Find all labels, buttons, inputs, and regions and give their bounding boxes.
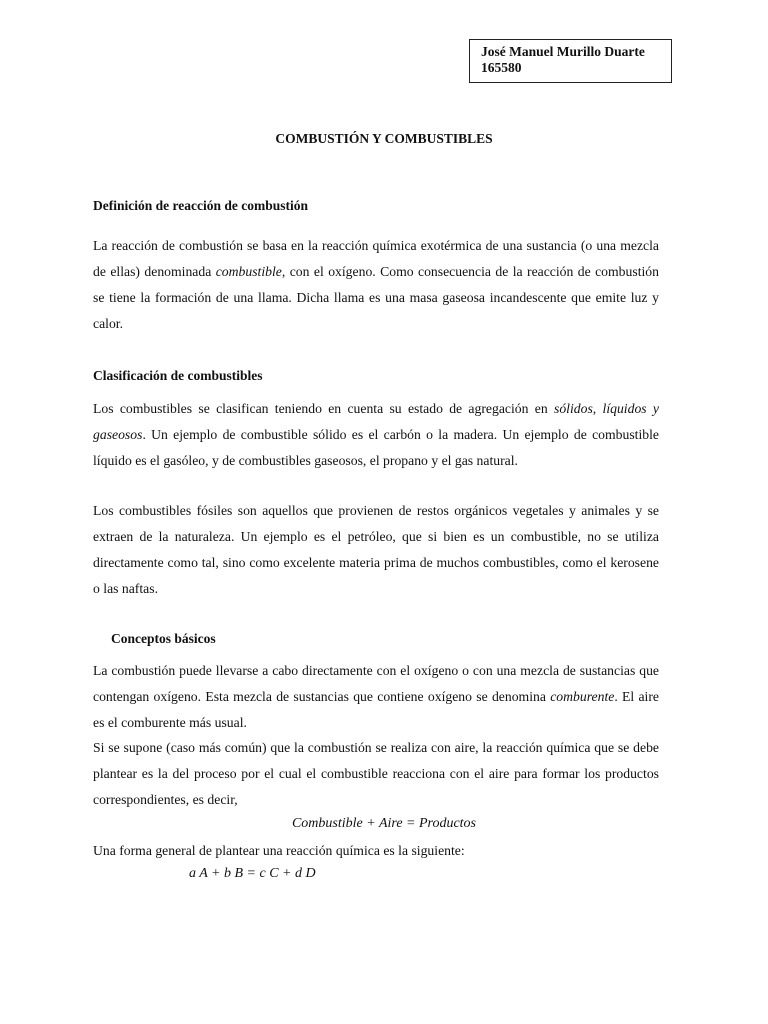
author-id: 165580 xyxy=(481,60,522,75)
paragraph-text: Los combustibles se clasifican teniendo en cuenta su estado de agregación en xyxy=(93,401,554,416)
formula-general: a A + b B = c C + d D xyxy=(189,866,316,881)
paragraph-clasificacion-1 xyxy=(93,396,659,474)
author-box xyxy=(469,39,672,83)
emphasis-text: comburente xyxy=(550,689,615,704)
paragraph-text: , con el oxígeno. Como consecuencia de la reacción de combustión se tiene la formación de una llama. Dicha llama es una masa gaseosa incandescente que emite luz y calor. xyxy=(93,264,659,331)
emphasis-text: sólidos, líquidos y gaseosos xyxy=(93,401,659,442)
emphasis-text: combustible xyxy=(215,264,282,279)
document-title: COMBUSTIÓN Y COMBUSTIBLES xyxy=(275,131,493,146)
heading-conceptos: Conceptos básicos xyxy=(111,631,216,646)
paragraph-text: . El aire es el comburente más usual. xyxy=(93,689,659,730)
paragraph-clasificacion-2: Los combustibles fósiles son aquellos que provienen de restos orgánicos vegetales y animales y se extraen de la naturaleza. Un ejemplo es el petróleo, que si bien es un combustible, no se utiliza directamente como tal, sino como excelente materia prima de muchos combustibles, como el kerosene o las naftas. xyxy=(93,503,659,596)
formula-combustion: Combustible + Aire = Productos xyxy=(291,816,477,831)
paragraph-conceptos-1 xyxy=(93,658,659,736)
author-name: José Manuel Murillo Duarte xyxy=(481,44,645,59)
paragraph-text: La combustión puede llevarse a cabo directamente con el oxígeno o con una mezcla de sustancias que contengan oxígeno. Esta mezcla de sustancias que contiene oxígeno se denomina xyxy=(93,663,659,704)
heading-clasificacion: Clasificación de combustibles xyxy=(93,368,263,383)
paragraph-conceptos-3: Una forma general de plantear una reacción química es la siguiente: xyxy=(93,843,465,858)
paragraph-text: La reacción de combustión se basa en la reacción química exotérmica de una sustancia (o una mezcla de ellas) denominada xyxy=(93,238,659,279)
paragraph-conceptos-2: Si se supone (caso más común) que la combustión se realiza con aire, la reacción química que se debe plantear es la del proceso por el cual el combustible reacciona con el aire para formar los productos correspondientes, es decir, xyxy=(93,740,659,807)
paragraph-definicion xyxy=(93,233,659,337)
heading-definicion: Definición de reacción de combustión xyxy=(93,198,308,213)
paragraph-text: . Un ejemplo de combustible sólido es el carbón o la madera. Un ejemplo de combustible líquido es el gasóleo, y de combustibles gaseosos, el propano y el gas natural. xyxy=(93,427,659,468)
